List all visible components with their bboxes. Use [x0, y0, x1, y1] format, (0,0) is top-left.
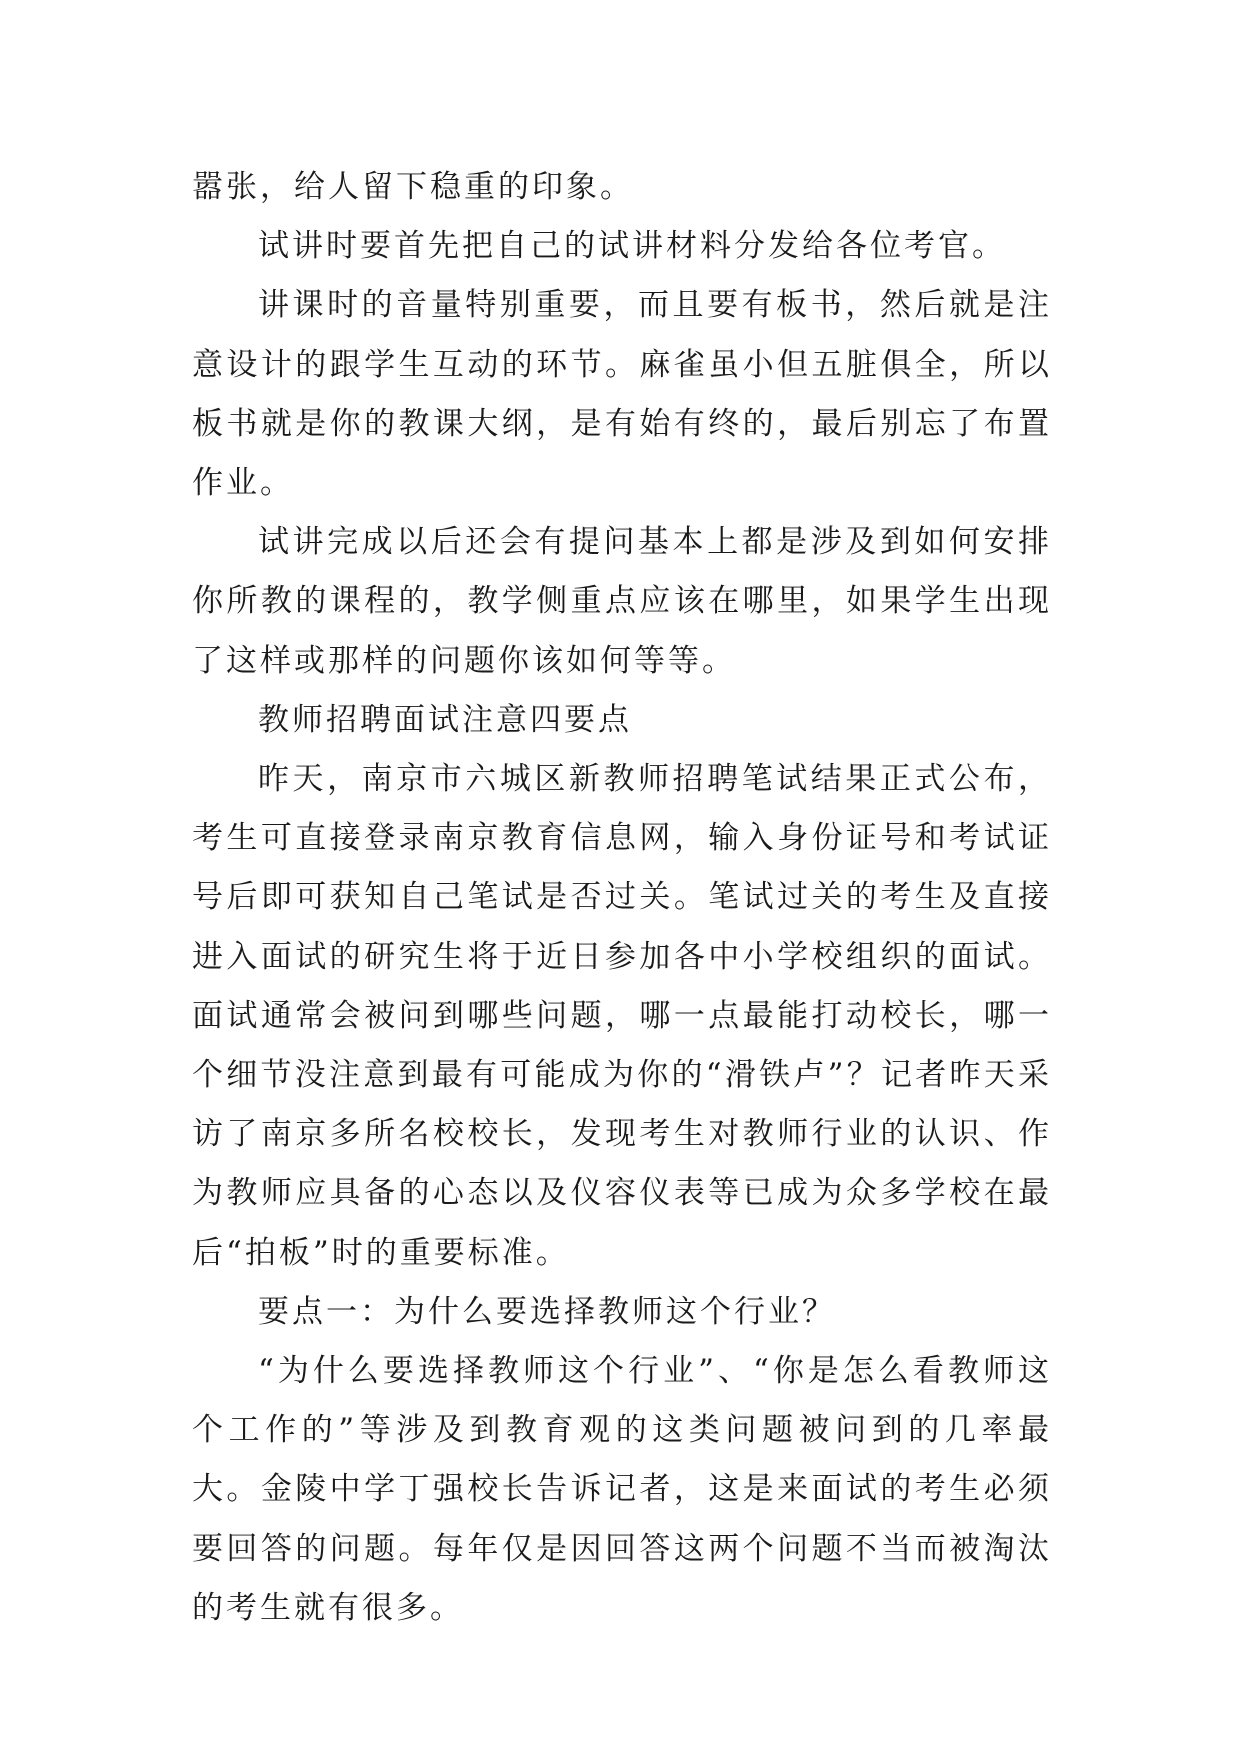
paragraph-continuation: 嚣张，给人留下稳重的印象。: [192, 169, 634, 205]
paragraph-trial-materials: 试讲时要首先把自己的试讲材料分发给各位考官。: [258, 228, 1006, 265]
paragraph-questions-after: 试讲完成以后还会有提问基本上都是涉及到如何安排你所教的课程的，教学侧重点应该在哪里，如果学生出现了这样或那样的问题你该如何等等。: [192, 524, 1052, 679]
section-heading: 教师招聘面试注意四要点: [258, 701, 632, 738]
paragraph-point-one: “为什么要选择教师这个行业”、“你是怎么看教师这个工作的”等涉及到教育观的这类问题被问到的几率最大。金陵中学丁强校长告诉记者，这是来面试的考生必须要回答的问题。每年仅是因回答这两个问题不当而被淘汰的考生就有很多。: [192, 1353, 1052, 1626]
paragraph-nanjing-results: 昨天，南京市六城区新教师招聘笔试结果正式公布，考生可直接登录南京教育信息网，输入身份证号和考试证号后即可获知自己笔试是否过关。笔试过关的考生及直接进入面试的研究生将于近日参加各中小学校组织的面试。面试通常会被问到哪些问题，哪一点最能打动校长，哪一个细节没注意到最有可能成为你的“滑铁卢”？记者昨天采访了南京多所名校校长，发现考生对教师行业的认识、作为教师应具备的心态以及仪容仪表等已成为众多学校在最后“拍板”时的重要标准。: [192, 761, 1052, 1271]
paragraph-lecture-volume: 讲课时的音量特别重要，而且要有板书，然后就是注意设计的跟学生互动的环节。麻雀虽小但五脏俱全，所以板书就是你的教课大纲，是有始有终的，最后别忘了布置作业。: [192, 287, 1052, 502]
document-body: [192, 158, 1052, 1638]
point-one-heading: 要点一：为什么要选择教师这个行业？: [258, 1293, 836, 1330]
